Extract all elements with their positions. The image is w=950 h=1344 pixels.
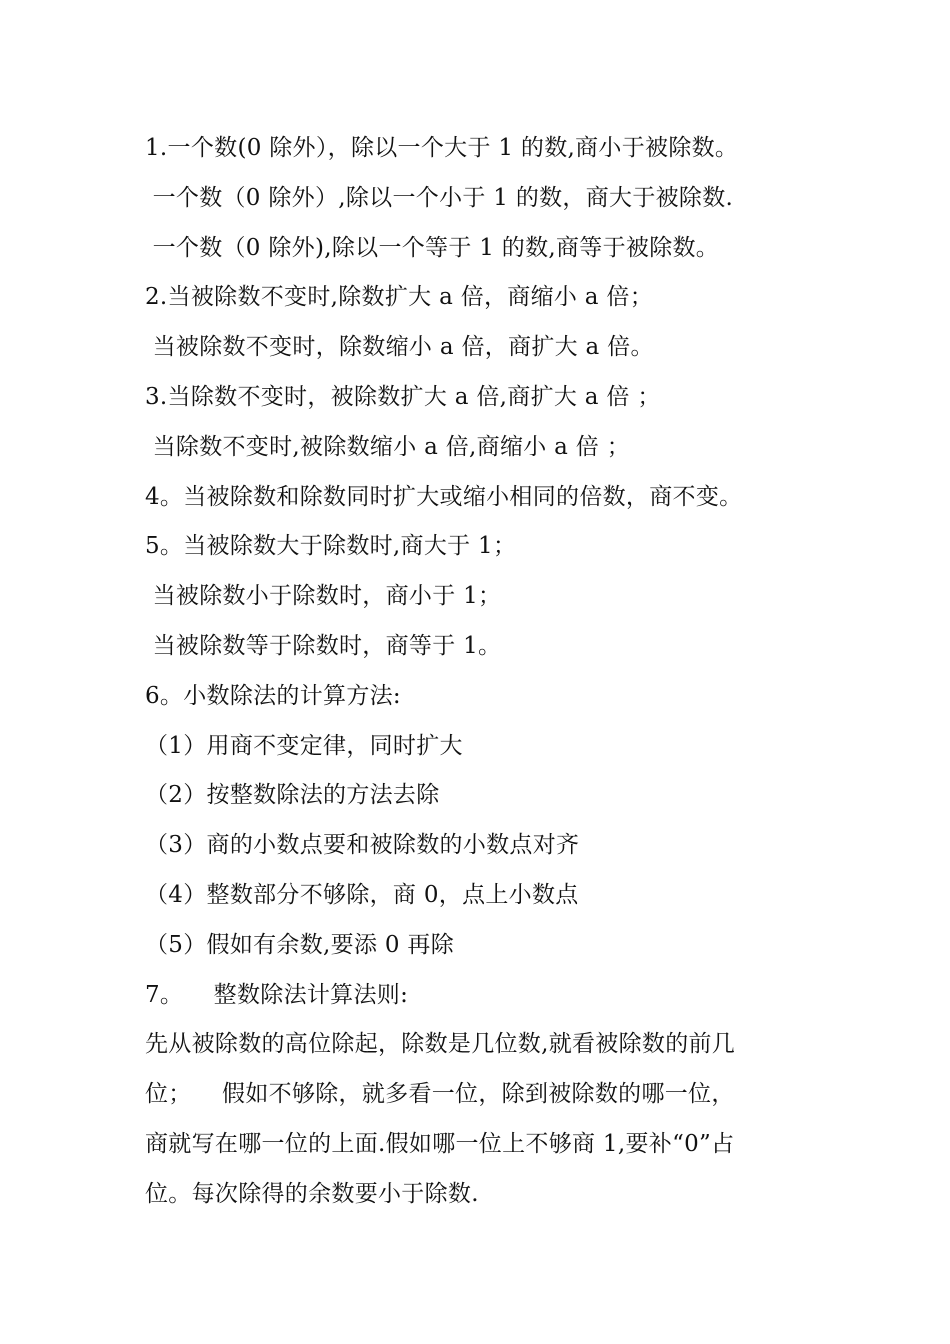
text-line-4: 2.当被除数不变时,除数扩大 a 倍，商缩小 a 倍； bbox=[145, 284, 654, 311]
text-line-17: （5）假如有余数,要添 0 再除 bbox=[145, 931, 454, 958]
text-line-15: （3）商的小数点要和被除数的小数点对齐 bbox=[145, 832, 580, 859]
text-line-5: 当被除数不变时，除数缩小 a 倍，商扩大 a 倍。 bbox=[145, 334, 654, 361]
text-line-1: 1.一个数(0 除外），除以一个大于 1 的数,商小于被除数。 bbox=[145, 135, 739, 161]
text-line-7: 当除数不变时,被除数缩小 a 倍,商缩小 a 倍 ； bbox=[145, 433, 631, 460]
text-line-2: 一个数（0 除外）,除以一个小于 1 的数，商大于被除数. bbox=[145, 184, 734, 211]
text-line-13: （1）用商不变定律，同时扩大 bbox=[145, 732, 463, 759]
text-line-16: （4）整数部分不够除，商 0，点上小数点 bbox=[145, 881, 579, 908]
text-line-12: 6。小数除法的计算方法: bbox=[145, 682, 401, 709]
text-line-18: 7。 整数除法计算法则: bbox=[145, 981, 409, 1008]
text-line-10: 当被除数小于除数时，商小于 1； bbox=[145, 583, 502, 610]
text-line-19: 先从被除数的高位除起，除数是几位数,就看被除数的前几 bbox=[145, 1031, 736, 1058]
text-line-9: 5。当被除数大于除数时,商大于 1； bbox=[145, 533, 517, 560]
text-line-20: 位； 假如不够除，就多看一位，除到被除数的哪一位， bbox=[145, 1081, 735, 1108]
text-line-14: （2）按整数除法的方法去除 bbox=[145, 782, 440, 809]
text-line-6: 3.当除数不变时，被除数扩大 a 倍,商扩大 a 倍 ； bbox=[145, 383, 661, 410]
text-line-3: 一个数（0 除外),除以一个等于 1 的数,商等于被除数。 bbox=[145, 234, 720, 261]
text-line-11: 当被除数等于除数时，商等于 1。 bbox=[145, 632, 502, 659]
text-line-22: 位。每次除得的余数要小于除数. bbox=[145, 1180, 479, 1207]
document-body bbox=[145, 124, 815, 1220]
text-line-21: 商就写在哪一位的上面.假如哪一位上不够商 1,要补“0”占 bbox=[145, 1130, 735, 1157]
text-line-8: 4。当被除数和除数同时扩大或缩小相同的倍数，商不变。 bbox=[145, 483, 743, 510]
